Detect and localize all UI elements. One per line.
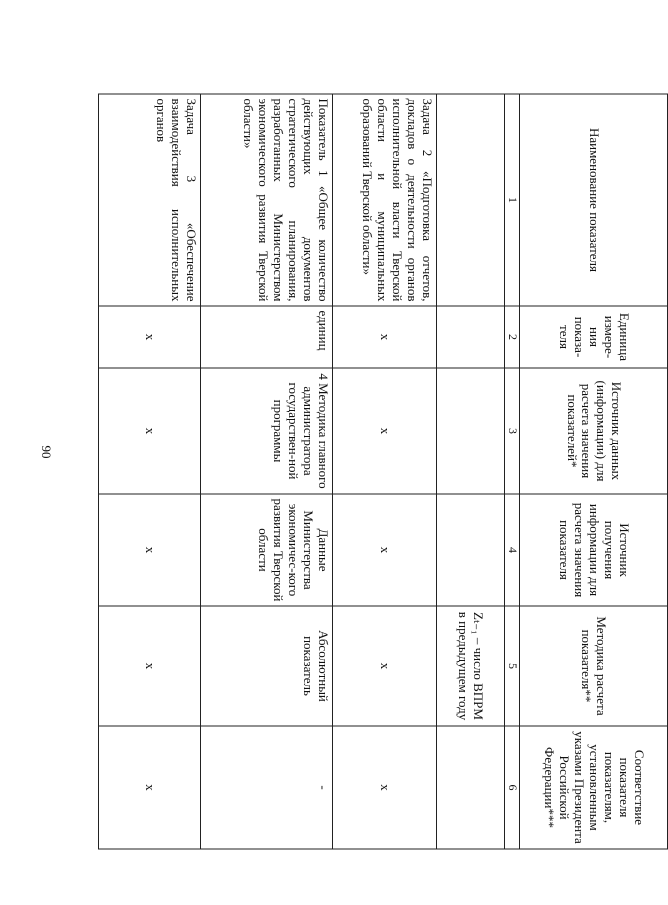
- cell-match: x: [99, 726, 201, 849]
- cell-blank-3: [437, 368, 505, 494]
- col-num-5: 5: [505, 606, 520, 726]
- col-num-2: 2: [505, 306, 520, 368]
- table-row: [437, 94, 505, 849]
- cell-blank-1: [437, 94, 505, 306]
- cell-method-formula: Zₜ₋₁ – число ВПРМ в предыдущем году: [437, 606, 505, 726]
- cell-unit: x: [99, 306, 201, 368]
- cell-unit: x: [333, 306, 437, 368]
- table-row: [333, 94, 437, 849]
- col-num-3: 3: [505, 368, 520, 494]
- table-row: [201, 94, 333, 849]
- cell-source-info: x: [333, 494, 437, 606]
- cell-source-info: Данные Министерства экономичес-кого развития Тверской области: [201, 494, 333, 606]
- cell-source-data: x: [99, 368, 201, 494]
- header-source-data: Источник данных (информации) для расчета значения показателей*: [520, 368, 668, 494]
- cell-match: -: [201, 726, 333, 849]
- column-number-row: [505, 94, 520, 849]
- header-row: [520, 94, 668, 849]
- cell-match: x: [333, 726, 437, 849]
- indicators-table: [98, 94, 668, 850]
- cell-method: x: [99, 606, 201, 726]
- rotated-table-container: [98, 94, 668, 849]
- cell-blank-4: [437, 494, 505, 606]
- header-source-info: Источник получения информации для расчета значения показателя: [520, 494, 668, 606]
- col-num-1: 1: [505, 94, 520, 306]
- cell-name: Показатель 1 «Общее количество действующих документов стратегического планирования, разработанных Министерством экономического развития Тверской области»: [201, 94, 333, 306]
- table-row: [99, 94, 201, 849]
- cell-unit: единиц: [201, 306, 333, 368]
- cell-source-data: x: [333, 368, 437, 494]
- header-unit: Единица измере-ния показа-теля: [520, 306, 668, 368]
- cell-name: Задача 2 «Подготовка отчетов, докладов о деятельности органов исполнительной власти Тверской области и муниципальных образований Тверской области»: [333, 94, 437, 306]
- header-method: Методика расчета показателя**: [520, 606, 668, 726]
- col-num-6: 6: [505, 726, 520, 849]
- cell-method: Абсолютный показатель: [201, 606, 333, 726]
- cell-name: Задача 3 «Обеспечение взаимодействия исполнительных органов: [99, 94, 201, 306]
- cell-method: x: [333, 606, 437, 726]
- col-num-4: 4: [505, 494, 520, 606]
- header-match: Соответствие показателя показателям, установленным указами Президента Российской Федерации***: [520, 726, 668, 849]
- cell-source-info: x: [99, 494, 201, 606]
- page-number: 90: [39, 445, 54, 459]
- cell-blank-6: [437, 726, 505, 849]
- cell-blank-2: [437, 306, 505, 368]
- header-name: Наименование показателя: [520, 94, 668, 306]
- cell-source-data: 4 Методика главного администратора государствен-ной программы: [201, 368, 333, 494]
